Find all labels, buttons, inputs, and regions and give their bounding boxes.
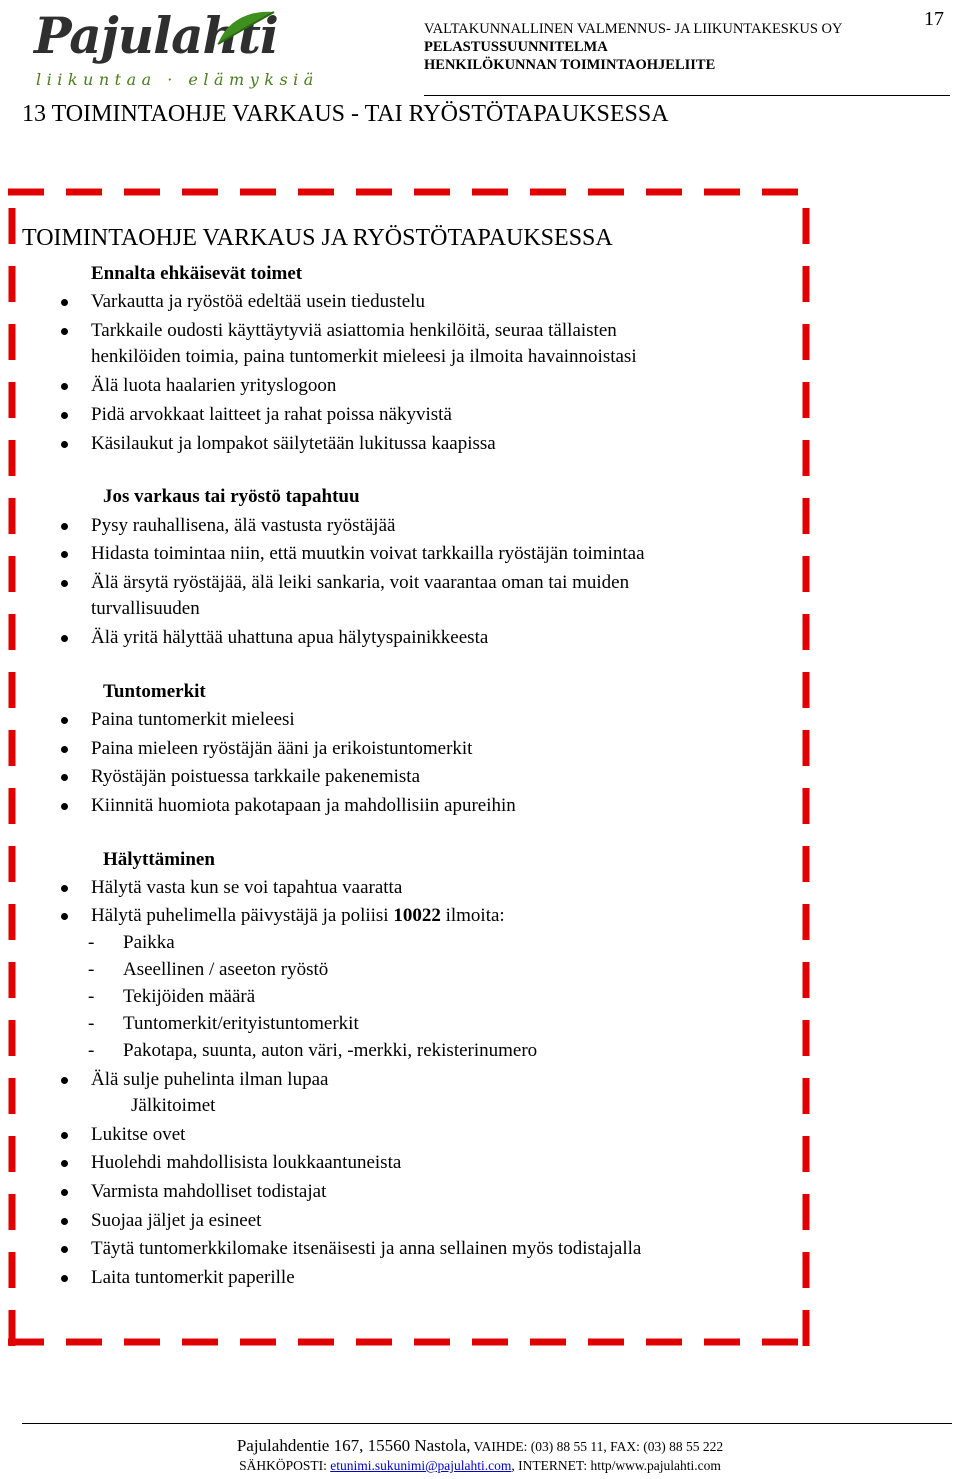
sub-item: Aseellinen / aseeton ryöstö [123,959,329,980]
logo-wordmark: Pajulahti [34,6,278,65]
heading-alarm: Hälyttäminen [103,849,215,870]
emergency-number: 10022 [393,905,441,926]
dash-marker: - [88,1013,95,1034]
list-item: Tarkkaile oudosti käyttäytyviä asiattomia henkilöitä, seuraa tällaisten [91,320,617,341]
list-item [91,904,505,928]
dash-marker: - [88,1040,95,1061]
list-item: Laita tuntomerkit paperille [91,1267,295,1288]
list-item: Käsilaukut ja lompakot säilytetään lukitussa kaapissa [91,433,496,454]
page-number: 17 [924,8,944,30]
list-item: Lukitse ovet [91,1124,186,1145]
dash-marker: - [88,986,95,1007]
list-item: Ryöstäjän poistuessa tarkkaile pakenemista [91,766,421,787]
heading-after: Jälkitoimet [131,1095,216,1116]
heading-prevent: Ennalta ehkäisevät toimet [91,263,303,284]
footer-address-line [0,1436,960,1456]
footer-address: Pajulahdentie 167, 15560 Nastola, [236,1436,471,1455]
footer-web: , INTERNET: http/www.pajulahti.com [511,1458,721,1473]
list-item: Älä yritä hälyttää uhattuna apua hälytyspainikkeesta [91,627,489,648]
list-item: Huolehdi mahdollisista loukkaantuneista [91,1152,402,1173]
list-item: Kiinnitä huomiota pakotapaan ja mahdollisiin apureihin [91,795,516,816]
list-item: Hidasta toimintaa niin, että muutkin voivat tarkkailla ryöstäjän toimintaa [91,543,645,564]
dash-marker: - [88,932,95,953]
list-item: Suojaa jäljet ja esineet [91,1210,262,1231]
logo-tagline: liikuntaa · elämyksiä [36,70,319,89]
alarm-call-text: Hälytä puhelimella päivystäjä ja poliisi [91,905,394,926]
list-item: Paina mieleen ryöstäjän ääni ja erikoistuntomerkit [91,738,473,759]
sub-item: Tekijöiden määrä [123,986,256,1007]
list-item: Pidä arvokkaat laitteet ja rahat poissa näkyvistä [91,404,452,425]
list-item: Paina tuntomerkit mieleesi [91,709,295,730]
list-item: Älä sulje puhelinta ilman lupaa [91,1069,329,1090]
sub-item: Tuntomerkit/erityistuntomerkit [123,1013,359,1034]
org-name: VALTAKUNNALLINEN VALMENNUS- JA LIIKUNTAKESKUS OY [424,21,843,37]
heading-during: Jos varkaus tai ryöstö tapahtuu [103,486,360,507]
list-item: Pysy rauhallisena, älä vastusta ryöstäjää [91,515,396,536]
footer-phones: VAIHDE: (03) 88 55 11, FAX: (03) 88 55 222 [470,1439,724,1454]
list-item-continued: turvallisuuden [91,598,200,619]
doc-name: PELASTUSSUUNNITELMA [424,39,608,55]
footer-email-link[interactable]: etunimi.sukunimi@pajulahti.com [330,1458,512,1473]
appendix-name: HENKILÖKUNNAN TOIMINTAOHJELIITE [424,57,716,73]
list-item: Varkautta ja ryöstöä edeltää usein tiedustelu [91,291,425,312]
list-item: Varmista mahdolliset todistajat [91,1181,327,1202]
footer-email-label: SÄHKÖPOSTI: [239,1458,331,1473]
heading-marks: Tuntomerkit [103,681,206,702]
list-item-continued: henkilöiden toimia, paina tuntomerkit mieleesi ja ilmoita havainnoistasi [91,346,637,367]
sub-item: Pakotapa, suunta, auton väri, -merkki, rekisterinumero [123,1040,538,1061]
footer-rule [22,1423,952,1424]
sub-item: Paikka [123,932,175,953]
box-title: TOIMINTAOHJE VARKAUS JA RYÖSTÖTAPAUKSESSA [22,225,613,251]
section-title: 13 TOIMINTAOHJE VARKAUS - TAI RYÖSTÖTAPAUKSESSA [22,101,669,127]
list-item: Älä luota haalarien yrityslogoon [91,375,337,396]
alarm-call-text-end: ilmoita: [440,905,505,926]
list-item: Täytä tuntomerkkilomake itsenäisesti ja anna sellainen myös todistajalla [91,1238,642,1259]
list-item: Hälytä vasta kun se voi tapahtua vaaratta [91,877,403,898]
list-item: Älä ärsytä ryöstäjää, älä leiki sankaria, voit vaarantaa oman tai muiden [91,572,630,593]
dash-marker: - [88,959,95,980]
footer-contact-line [0,1458,960,1474]
